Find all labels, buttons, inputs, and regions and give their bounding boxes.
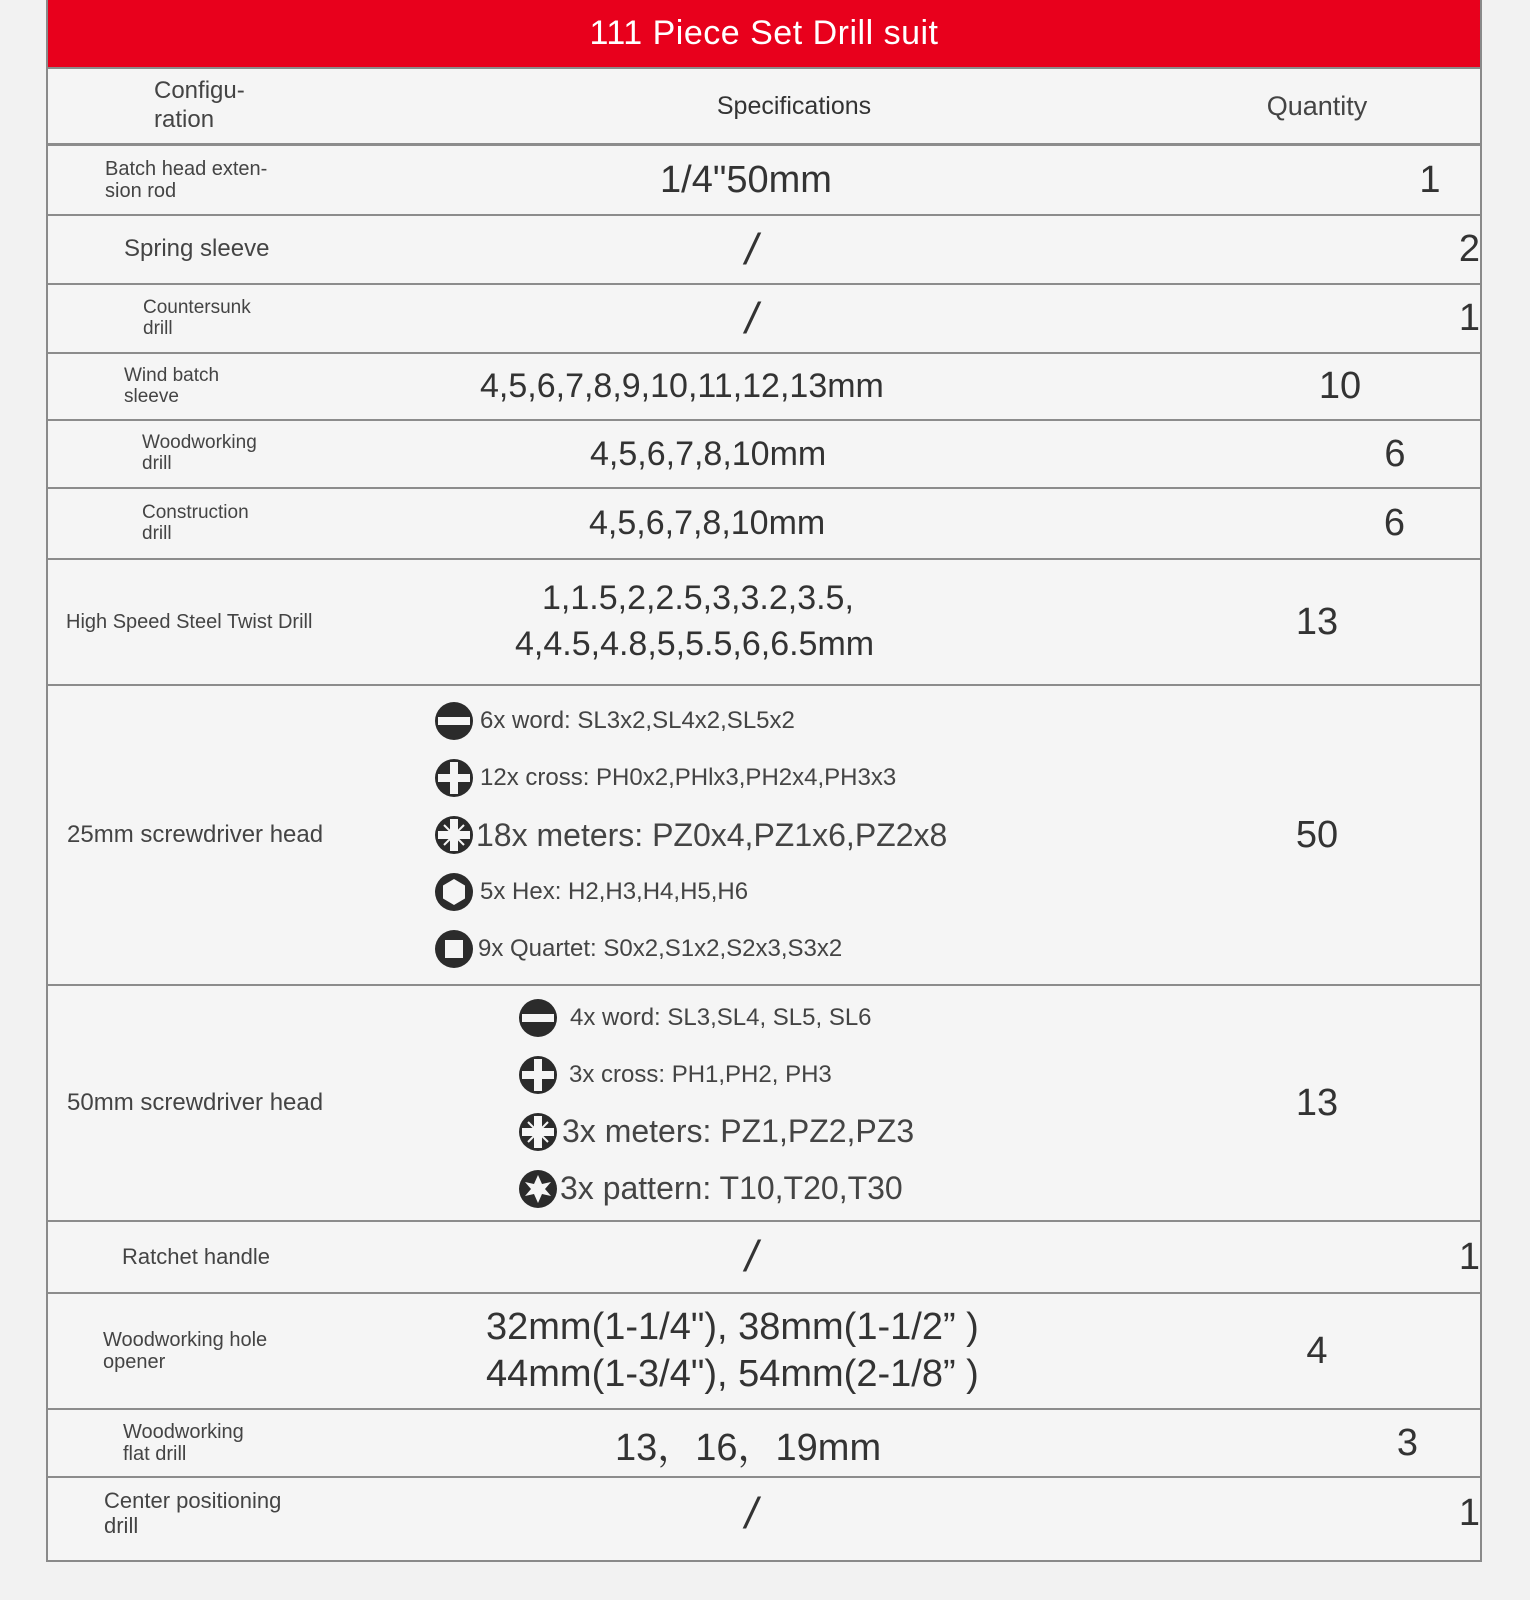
table-row: [48, 419, 1480, 487]
config-cell: Woodworking hole opener: [103, 1329, 268, 1373]
config-cell: Ratchet handle: [122, 1243, 270, 1269]
table-row: [48, 1408, 1480, 1476]
bit-item: [518, 1046, 1154, 1103]
spec-line: 4,4.5,4.8,5,5.5,6,6.5mm: [515, 625, 875, 663]
spec-line: 44mm(1-3/4"), 54mm(2-1/8” ): [486, 1353, 979, 1395]
bit-text: 12x cross: PH0x2,PHlx3,PH2x4,PH3x3: [480, 764, 897, 791]
config-cell: Woodworking flat drill: [123, 1421, 244, 1465]
table-row: [48, 684, 1480, 984]
qty-cell: 50: [1295, 813, 1339, 856]
config-cell: 25mm screwdriver head: [67, 820, 324, 848]
phillips-icon: [434, 758, 474, 798]
bit-text: 3x pattern: T10,T20,T30: [560, 1170, 903, 1206]
table-row: [48, 984, 1480, 1220]
sheet-title: 111 Piece Set Drill suit: [48, 0, 1480, 67]
qty-cell: 6: [1384, 432, 1406, 475]
table-row: [48, 558, 1480, 684]
spec-sheet: [46, 0, 1482, 1562]
table-row: [48, 487, 1480, 558]
spec-cell: /: [745, 1488, 758, 1538]
table-row: [48, 214, 1480, 283]
bit-text: 3x meters: PZ1,PZ2,PZ3: [562, 1113, 915, 1149]
torx-icon: [518, 1169, 558, 1209]
spec-cell: 4,5,6,7,8,10mm: [589, 504, 826, 542]
config-cell: Countersunk drill: [143, 296, 251, 339]
table-row: [48, 1220, 1480, 1292]
spec-cell: 13，16，19mm: [615, 1426, 882, 1469]
square-icon: [434, 929, 474, 969]
spec-cell: 4,5,6,7,8,9,10,11,12,13mm: [480, 367, 884, 405]
phillips-icon: [518, 1055, 558, 1095]
config-cell: Center positioning drill: [104, 1488, 282, 1538]
config-cell: Construction drill: [142, 501, 249, 544]
qty-cell: 3: [1396, 1421, 1419, 1464]
config-cell: Wind batch sleeve: [124, 364, 220, 407]
bit-text: 5x Hex: H2,H3,H4,H5,H6: [480, 878, 749, 905]
header-quantity: Quantity: [1266, 90, 1368, 121]
config-cell: Batch head exten- sion rod: [105, 158, 268, 202]
qty-cell: 1: [1458, 1492, 1480, 1534]
header-row: [48, 67, 1480, 143]
bit-item: [518, 1160, 1154, 1217]
config-cell: 50mm screwdriver head: [67, 1088, 324, 1116]
bit-text: 4x word: SL3,SL4, SL5, SL6: [570, 1003, 872, 1031]
config-cell: Spring sleeve: [124, 235, 270, 263]
bit-text: 6x word: SL3x2,SL4x2,SL5x2: [480, 707, 795, 734]
qty-cell: 13: [1295, 600, 1339, 643]
bit-list: [434, 986, 1154, 1220]
spec-cell: /: [745, 293, 758, 343]
bit-text: 18x meters: PZ0x4,PZ1x6,PZ2x8: [476, 816, 948, 853]
bit-item: [518, 989, 1154, 1046]
hex-icon: [434, 872, 474, 912]
bit-item: [518, 1103, 1154, 1160]
config-cell: Woodworking drill: [142, 432, 257, 474]
qty-cell: 4: [1306, 1329, 1328, 1372]
qty-cell: 1: [1419, 158, 1441, 201]
bit-text: 9x Quartet: S0x2,S1x2,S2x3,S3x2: [478, 935, 843, 962]
pozidriv-icon: [434, 815, 474, 855]
header-specifications: Specifications: [716, 91, 872, 120]
table-row: [48, 283, 1480, 352]
bit-text: 3x cross: PH1,PH2, PH3: [569, 1060, 832, 1088]
qty-cell: 2: [1458, 228, 1480, 270]
slotted-icon: [518, 998, 558, 1038]
spec-cell: /: [745, 224, 758, 274]
table-row: [48, 352, 1480, 419]
bit-item: [434, 693, 1154, 750]
qty-cell: 1: [1458, 1235, 1480, 1278]
spec-line: 32mm(1-1/4"), 38mm(1-1/2” ): [486, 1305, 979, 1348]
spec-cell: 1/4"50mm: [660, 158, 832, 201]
bit-list: [434, 686, 1154, 984]
qty-cell: 10: [1318, 365, 1362, 407]
spec-cell: /: [745, 1232, 758, 1281]
pozidriv-icon: [518, 1112, 558, 1152]
bit-item: [434, 807, 1154, 864]
config-cell: High Speed Steel Twist Drill: [66, 611, 313, 633]
spec-line: 1,1.5,2,2.5,3,3.2,3.5,: [542, 579, 854, 618]
slotted-icon: [434, 701, 474, 741]
bit-item: [434, 921, 1154, 978]
bit-item: [434, 864, 1154, 921]
table-row: [48, 1476, 1480, 1549]
qty-cell: 6: [1383, 502, 1406, 544]
bit-item: [434, 750, 1154, 807]
qty-cell: 1: [1458, 297, 1480, 339]
header-configuration: Configu- ration: [154, 77, 245, 133]
qty-cell: 13: [1295, 1081, 1339, 1124]
table-row: [48, 1292, 1480, 1408]
spec-cell: [434, 1294, 1154, 1408]
spec-cell: 4,5,6,7,8,10mm: [590, 434, 827, 473]
spec-cell: [434, 560, 1154, 684]
table-row: [48, 143, 1480, 214]
